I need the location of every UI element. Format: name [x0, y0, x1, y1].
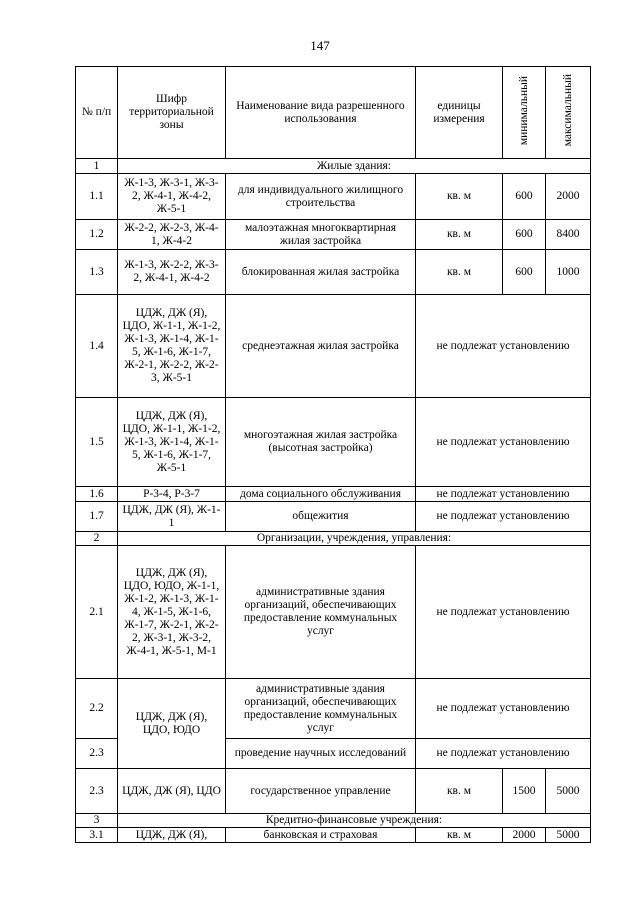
row-number: 2.3 [76, 769, 118, 814]
table-row [76, 174, 591, 220]
row-number: 2.3 [76, 739, 118, 769]
not-regulated-note: не подлежат установлению [416, 487, 591, 502]
use-name: общежития [226, 502, 416, 532]
table-row [76, 679, 591, 739]
row-number: 1.4 [76, 295, 118, 398]
header-zone: Шифр территориальной зоны [118, 67, 226, 159]
min-value: 1500 [503, 769, 546, 814]
section-row [76, 159, 591, 174]
unit-cell: кв. м [416, 828, 503, 843]
zone-code: Ж-1-3, Ж-3-1, Ж-3-2, Ж-4-1, Ж-4-2, Ж-5-1 [118, 174, 226, 220]
use-name: административные здания организаций, обеспечивающих предоставление коммунальных услуг [226, 546, 416, 679]
row-number: 2 [76, 532, 118, 546]
table-row [76, 398, 591, 487]
unit-cell: кв. м [416, 174, 503, 220]
table-row [76, 250, 591, 295]
header-num: № п/п [76, 67, 118, 159]
header-unit: единицы измерения [416, 67, 503, 159]
min-value: 600 [503, 250, 546, 295]
max-value: 5000 [546, 828, 591, 843]
min-value: 600 [503, 220, 546, 250]
table-row [76, 220, 591, 250]
max-value: 5000 [546, 769, 591, 814]
not-regulated-note: не подлежат установлению [416, 679, 591, 739]
not-regulated-note: не подлежат установлению [416, 295, 591, 398]
row-number: 1.5 [76, 398, 118, 487]
row-number: 2.2 [76, 679, 118, 739]
not-regulated-note: не подлежат установлению [416, 739, 591, 769]
row-number: 1.3 [76, 250, 118, 295]
table-row [76, 769, 591, 814]
use-name: дома социального обслуживания [226, 487, 416, 502]
zone-code: ЦДЖ, ДЖ (Я), ЦДО, Ж-1-1, Ж-1-2, Ж-1-3, Ж-1-4, Ж-1-5, Ж-1-6, Ж-1-7, Ж-5-1 [118, 398, 226, 487]
section-row [76, 532, 591, 546]
not-regulated-note: не подлежат установлению [416, 398, 591, 487]
section-title: Организации, учреждения, управления: [118, 532, 591, 546]
use-name: государственное управление [226, 769, 416, 814]
unit-cell: кв. м [416, 769, 503, 814]
unit-cell: кв. м [416, 220, 503, 250]
use-name: малоэтажная многоквартирная жилая застройка [226, 220, 416, 250]
max-value: 8400 [546, 220, 591, 250]
zone-code: Р-3-4, Р-3-7 [118, 487, 226, 502]
row-number: 1.6 [76, 487, 118, 502]
header-name: Наименование вида разрешенного использования [226, 67, 416, 159]
not-regulated-note: не подлежат установлению [416, 502, 591, 532]
table-row [76, 546, 591, 679]
max-value: 2000 [546, 174, 591, 220]
table-row [76, 502, 591, 532]
row-number: 1.7 [76, 502, 118, 532]
row-number: 1.2 [76, 220, 118, 250]
zone-code: ЦДЖ, ДЖ (Я), ЦДО, ЮДО, Ж-1-1, Ж-1-2, Ж-1-3, Ж-1-4, Ж-1-5, Ж-1-6, Ж-1-7, Ж-2-1, Ж-2-2, Ж-3-1, Ж-3-2, Ж-4-1, Ж-5-1, М-1 [118, 546, 226, 679]
page-number: 147 [310, 38, 330, 53]
use-name: административные здания организаций, обеспечивающих предоставление коммунальных услуг [226, 679, 416, 739]
use-name: блокированная жилая застройка [226, 250, 416, 295]
zone-code: Ж-2-2, Ж-2-3, Ж-4-1, Ж-4-2 [118, 220, 226, 250]
zone-code: ЦДЖ, ДЖ (Я), ЦДО [118, 769, 226, 814]
table-header-row [76, 67, 591, 159]
use-name: банковская и страховая [226, 828, 416, 843]
zone-code: ЦДЖ, ДЖ (Я), ЦДО, Ж-1-1, Ж-1-2, Ж-1-3, Ж-1-4, Ж-1-5, Ж-1-6, Ж-1-7, Ж-2-1, Ж-2-2, Ж-2-3, Ж-5-1 [118, 295, 226, 398]
land-use-table [75, 66, 591, 843]
not-regulated-note: не подлежат установлению [416, 546, 591, 679]
row-number: 1.1 [76, 174, 118, 220]
use-name: среднеэтажная жилая застройка [226, 295, 416, 398]
use-name: проведение научных исследований [226, 739, 416, 769]
header-max [546, 67, 591, 159]
section-title: Жилые здания: [118, 159, 591, 174]
row-number: 3 [76, 814, 118, 828]
table-row [76, 487, 591, 502]
header-min-label: минимальный [517, 75, 530, 146]
use-name: многоэтажная жилая застройка (высотная застройка) [226, 398, 416, 487]
max-value: 1000 [546, 250, 591, 295]
header-max-label: максимальный [561, 74, 574, 147]
header-min [503, 67, 546, 159]
zone-code: ЦДЖ, ДЖ (Я), [118, 828, 226, 843]
min-value: 600 [503, 174, 546, 220]
min-value: 2000 [503, 828, 546, 843]
unit-cell: кв. м [416, 250, 503, 295]
zone-code: Ж-1-3, Ж-2-2, Ж-3-2, Ж-4-1, Ж-4-2 [118, 250, 226, 295]
table-row [76, 828, 591, 843]
zone-code: ЦДЖ, ДЖ (Я), ЦДО, ЮДО [118, 679, 226, 769]
zone-code: ЦДЖ, ДЖ (Я), Ж-1-1 [118, 502, 226, 532]
row-number: 2.1 [76, 546, 118, 679]
table-row [76, 295, 591, 398]
row-number: 1 [76, 159, 118, 174]
row-number: 3.1 [76, 828, 118, 843]
section-row [76, 814, 591, 828]
section-title: Кредитно-финансовые учреждения: [118, 814, 591, 828]
use-name: для индивидуального жилищного строительства [226, 174, 416, 220]
